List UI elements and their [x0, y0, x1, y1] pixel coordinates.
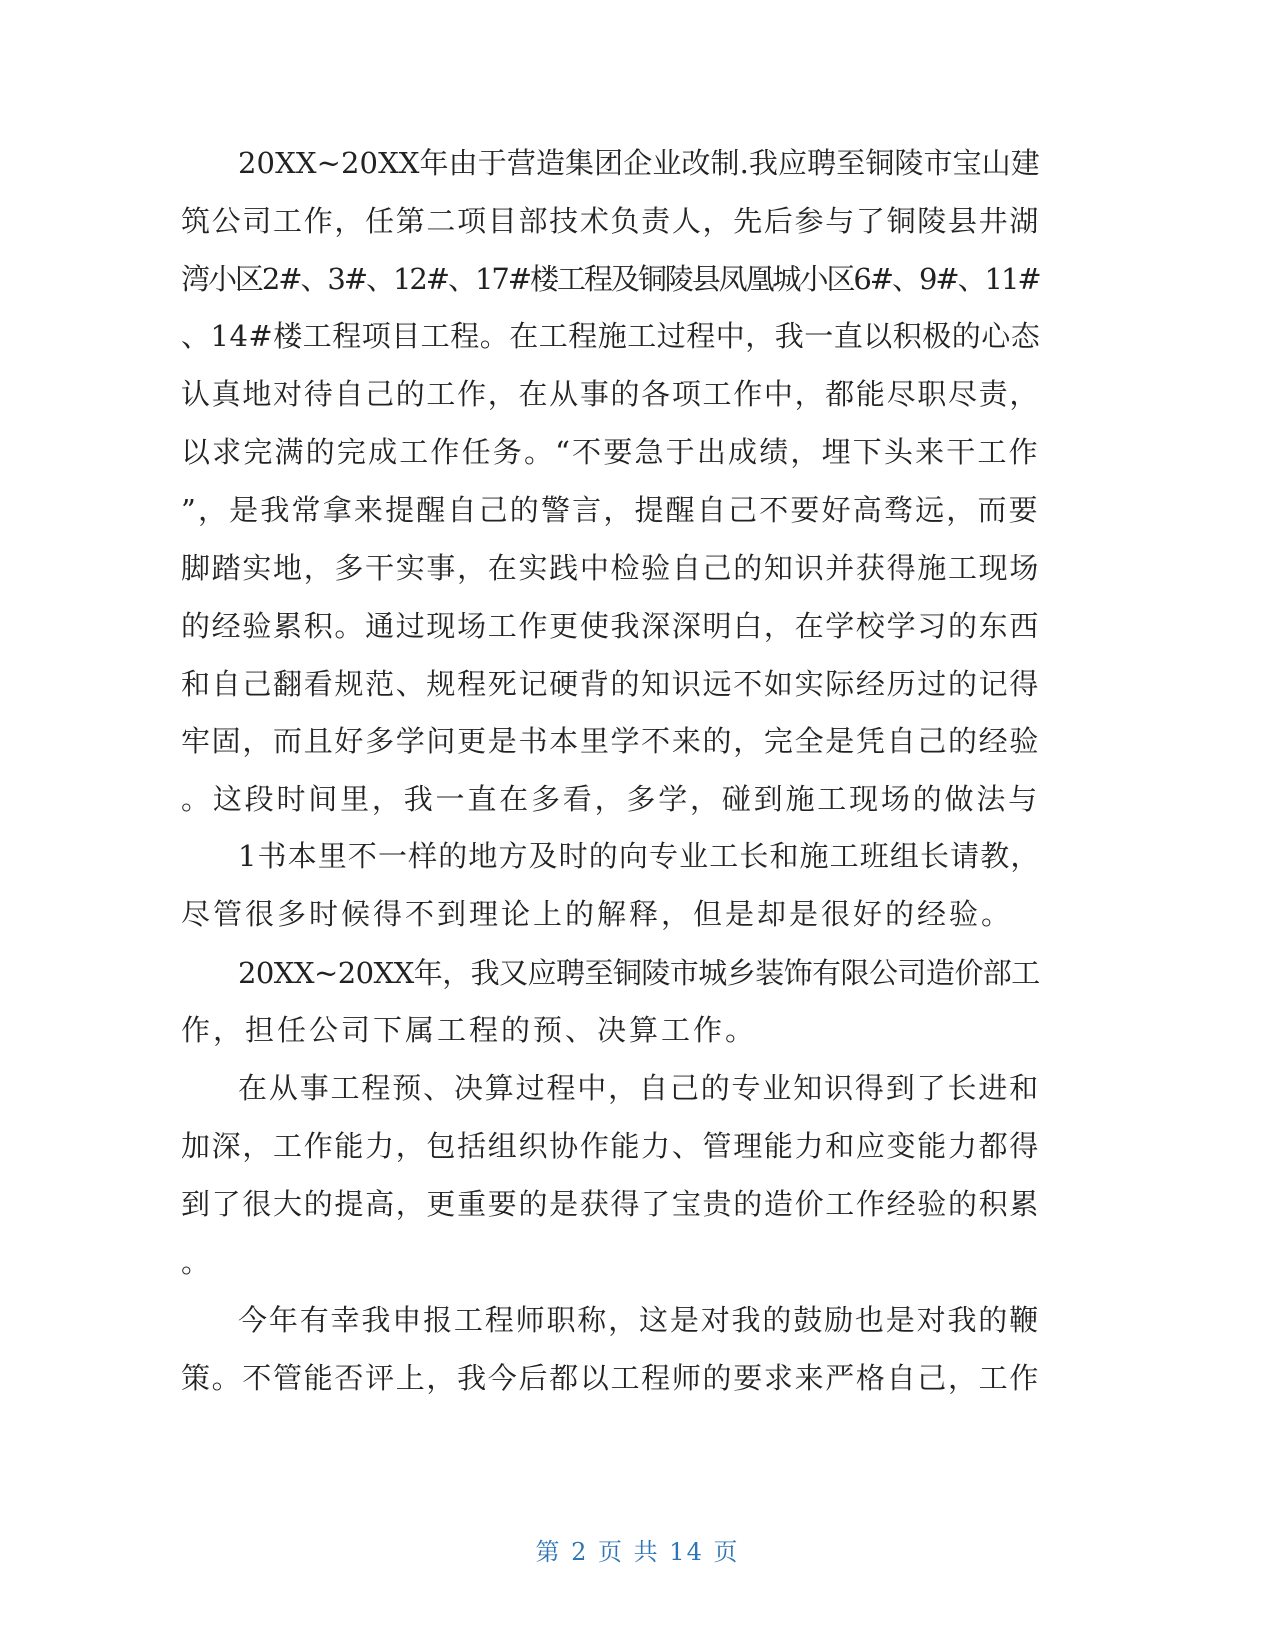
page-number-footer: 第 2 页 共 14 页: [535, 1538, 740, 1566]
text-line: 。: [181, 1245, 214, 1279]
text-line: 加深，工作能力，包括组织协作能力、管理能力和应变能力都得: [181, 1129, 1041, 1163]
text-line: 到了很大的提高，更重要的是获得了宝贵的造价工作经验的积累: [181, 1187, 1041, 1221]
text-line: 脚踏实地，多干实事，在实践中检验自己的知识并获得施工现场: [181, 551, 1041, 585]
text-line: 湾小区2#、3#、12#、17#楼工程及铜陵县凤凰城小区6#、9#、11#: [181, 262, 1040, 296]
text-line: ”，是我常拿来提醒自己的警言，提醒自己不要好高骛远，而要: [181, 493, 1040, 527]
text-line: 尽管很多时候得不到理论上的解释，但是却是很好的经验。: [181, 897, 1014, 931]
text-line: 以求完满的完成工作任务。“不要急于出成绩，埋下头来干工作: [181, 435, 1040, 469]
text-line: 、14#楼工程项目工程。在工程施工过程中，我一直以积极的心态: [181, 319, 1041, 353]
text-line: 。这段时间里，我一直在多看，多学，碰到施工现场的做法与: [181, 782, 1041, 816]
text-line: 认真地对待自己的工作，在从事的各项工作中，都能尽职尽责，: [181, 377, 1041, 411]
text-line: 在从事工程预、决算过程中，自己的专业知识得到了长进和: [238, 1071, 1041, 1105]
text-line: 和自己翻看规范、规程死记硬背的知识远不如实际经历过的记得: [181, 667, 1041, 701]
text-line: 1书本里不一样的地方及时的向专业工长和施工班组长请教，: [238, 839, 1041, 873]
text-line: 筑公司工作，任第二项目部技术负责人，先后参与了铜陵县井湖: [181, 204, 1041, 238]
text-line: 作，担任公司下属工程的预、决算工作。: [181, 1013, 758, 1047]
text-line: 20XX~20XX年由于营造集团企业改制.我应聘至铜陵市宝山建: [238, 146, 1040, 180]
text-line: 牢固，而且好多学问更是书本里学不来的，完全是凭自己的经验: [181, 724, 1041, 758]
text-line: 策。不管能否评上，我今后都以工程师的要求来严格自己，工作: [181, 1361, 1041, 1395]
text-line: 今年有幸我申报工程师职称，这是对我的鼓励也是对我的鞭: [238, 1303, 1041, 1337]
text-line: 的经验累积。通过现场工作更使我深深明白，在学校学习的东西: [181, 609, 1041, 643]
text-line: 20XX~20XX年，我又应聘至铜陵市城乡装饰有限公司造价部工: [238, 956, 1040, 990]
